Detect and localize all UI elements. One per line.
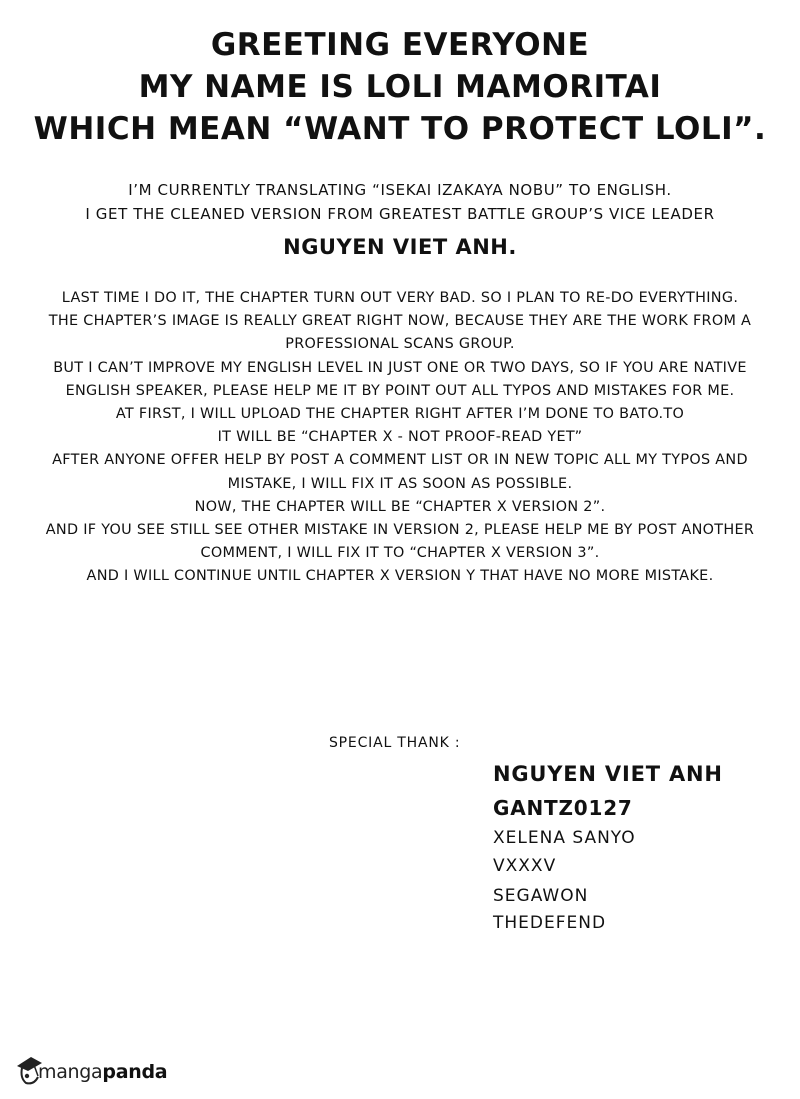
greeting-heading — [0, 24, 800, 150]
body-line: LAST TIME I DO IT, THE CHAPTER TURN OUT VERY BAD. SO I PLAN TO RE-DO EVERYTHING. — [61, 290, 739, 306]
logo-text-manga: manga — [38, 1061, 103, 1083]
logo-text-panda: panda — [102, 1061, 168, 1083]
credit-name: NGUYEN VIET ANH. — [283, 235, 517, 259]
special-thanks-label: SPECIAL THANK : — [329, 735, 461, 751]
body-line: AFTER ANYONE OFFER HELP BY POST A COMMENT LIST OR IN NEW TOPIC ALL MY TYPOS AND — [52, 452, 748, 469]
thanks-name: THEDEFEND — [493, 913, 607, 933]
heading-line-1: GREETING EVERYONE — [210, 27, 590, 63]
mangapanda-logo-text — [38, 1061, 167, 1083]
body-paragraph — [0, 287, 800, 589]
body-line: THE CHAPTER’S IMAGE IS REALLY GREAT RIGHT NOW, BECAUSE THEY ARE THE WORK FROM A — [48, 313, 752, 330]
heading-line-2: MY NAME IS LOLI MAMORITAI — [138, 69, 662, 105]
body-line: AT FIRST, I WILL UPLOAD THE CHAPTER RIGHT AFTER I’M DONE TO BATO.TO — [115, 406, 685, 423]
body-line: PROFESSIONAL SCANS GROUP. — [285, 336, 515, 353]
body-line: AND I WILL CONTINUE UNTIL CHAPTER X VERSION Y THAT HAVE NO MORE MISTAKE. — [86, 568, 714, 585]
thanks-name: SEGAWON — [493, 886, 589, 906]
thanks-name: XELENA SANYO — [493, 828, 636, 848]
body-line: IT WILL BE “CHAPTER X - NOT PROOF-READ YET” — [217, 429, 583, 446]
body-line: COMMENT, I WILL FIX IT TO “CHAPTER X VERSION 3”. — [200, 545, 600, 562]
intro-paragraph — [0, 178, 800, 226]
body-line: ENGLISH SPEAKER, PLEASE HELP ME IT BY POINT OUT ALL TYPOS AND MISTAKES FOR ME. — [65, 382, 735, 399]
body-line: BUT I CAN’T IMPROVE MY ENGLISH LEVEL IN JUST ONE OR TWO DAYS, SO IF YOU ARE NATIVE — [53, 359, 747, 376]
intro-line-1: I’M CURRENTLY TRANSLATING “ISEKAI IZAKAYA NOBU” TO ENGLISH. — [128, 181, 672, 199]
body-line: MISTAKE, I WILL FIX IT AS SOON AS POSSIBLE. — [227, 475, 573, 492]
intro-line-2: I GET THE CLEANED VERSION FROM GREATEST BATTLE GROUP’S VICE LEADER — [85, 205, 715, 223]
body-line: NOW, THE CHAPTER WILL BE “CHAPTER X VERSION 2”. — [194, 498, 606, 515]
thanks-name: VXXXV — [493, 856, 557, 876]
thanks-name: GANTZ0127 — [493, 796, 633, 820]
heading-line-3: WHICH MEAN “WANT TO PROTECT LOLI”. — [33, 111, 767, 147]
body-line: AND IF YOU SEE STILL SEE OTHER MISTAKE IN VERSION 2, PLEASE HELP ME BY POST ANOTHER — [45, 522, 755, 539]
mangapanda-watermark — [14, 1052, 184, 1090]
thanks-name: NGUYEN VIET ANH — [493, 762, 723, 786]
